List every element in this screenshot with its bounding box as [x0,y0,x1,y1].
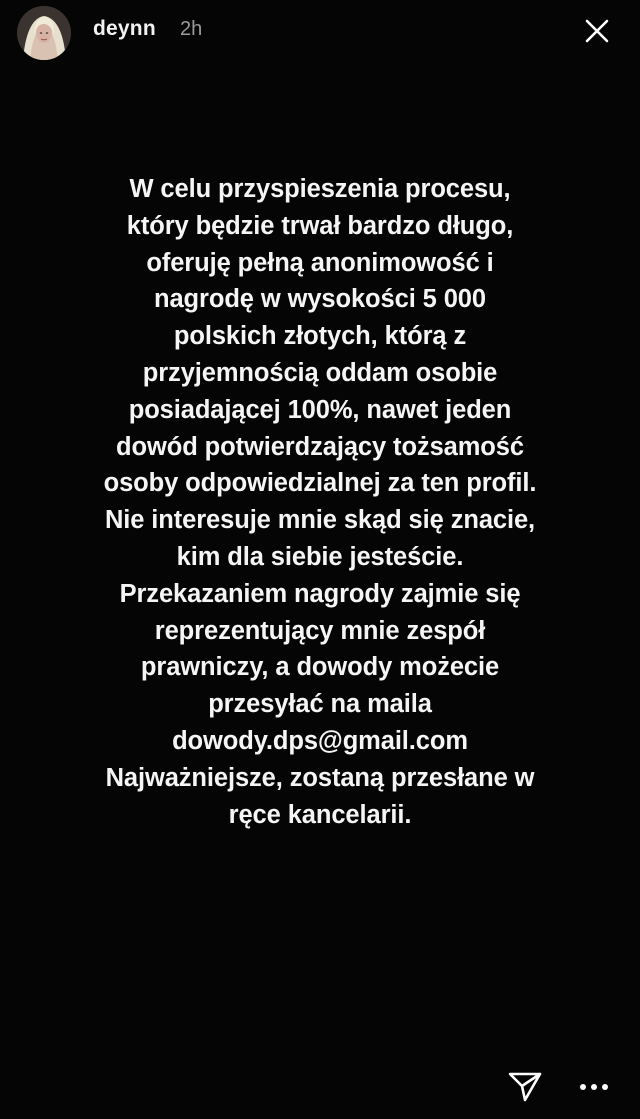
story-line: osoby odpowiedzialnej za ten profil. [103,469,537,498]
more-icon [573,1066,615,1108]
story-line: posiadającej 100%, nawet jeden [128,395,512,424]
story-text [38,171,602,833]
avatar-image [17,6,71,60]
timestamp: 2h [180,18,203,40]
story-line: przesyłać na maila [208,690,432,719]
story-footer [0,1048,640,1119]
close-button[interactable] [580,14,614,48]
story-line: polskich złotych, którą z [173,322,467,351]
story-line: dowód potwierdzający tożsamość [116,432,524,461]
story-line: kim dla siebie jesteście. [176,542,464,571]
story-line: ręce kancelarii. [228,800,412,829]
story-line: nagrodę w wysokości 5 000 [154,285,486,314]
story-header [0,0,640,66]
story-line: dowody.dps@gmail.com [172,726,468,755]
story-line: Najważniejsze, zostaną przesłane w [105,763,535,792]
story-line: Nie interesuje mnie skąd się znacie, [104,506,536,535]
username[interactable]: deynn [93,17,156,40]
story-line: Przekazaniem nagrody zajmie się [119,579,521,608]
close-icon [580,14,614,48]
send-icon [504,1066,546,1108]
avatar[interactable] [17,6,71,60]
story-line: prawniczy, a dowody możecie [140,653,500,682]
story-line: który będzie trwał bardzo długo, [126,211,514,240]
story-line: W celu przyspieszenia procesu, [129,175,511,203]
story-line: przyjemnością oddam osobie [142,358,498,387]
story-line: reprezentujący mnie zespół [154,616,486,645]
story-line: oferuję pełną anonimowość i [146,248,494,277]
send-button[interactable] [504,1066,546,1108]
more-button[interactable] [573,1066,615,1108]
